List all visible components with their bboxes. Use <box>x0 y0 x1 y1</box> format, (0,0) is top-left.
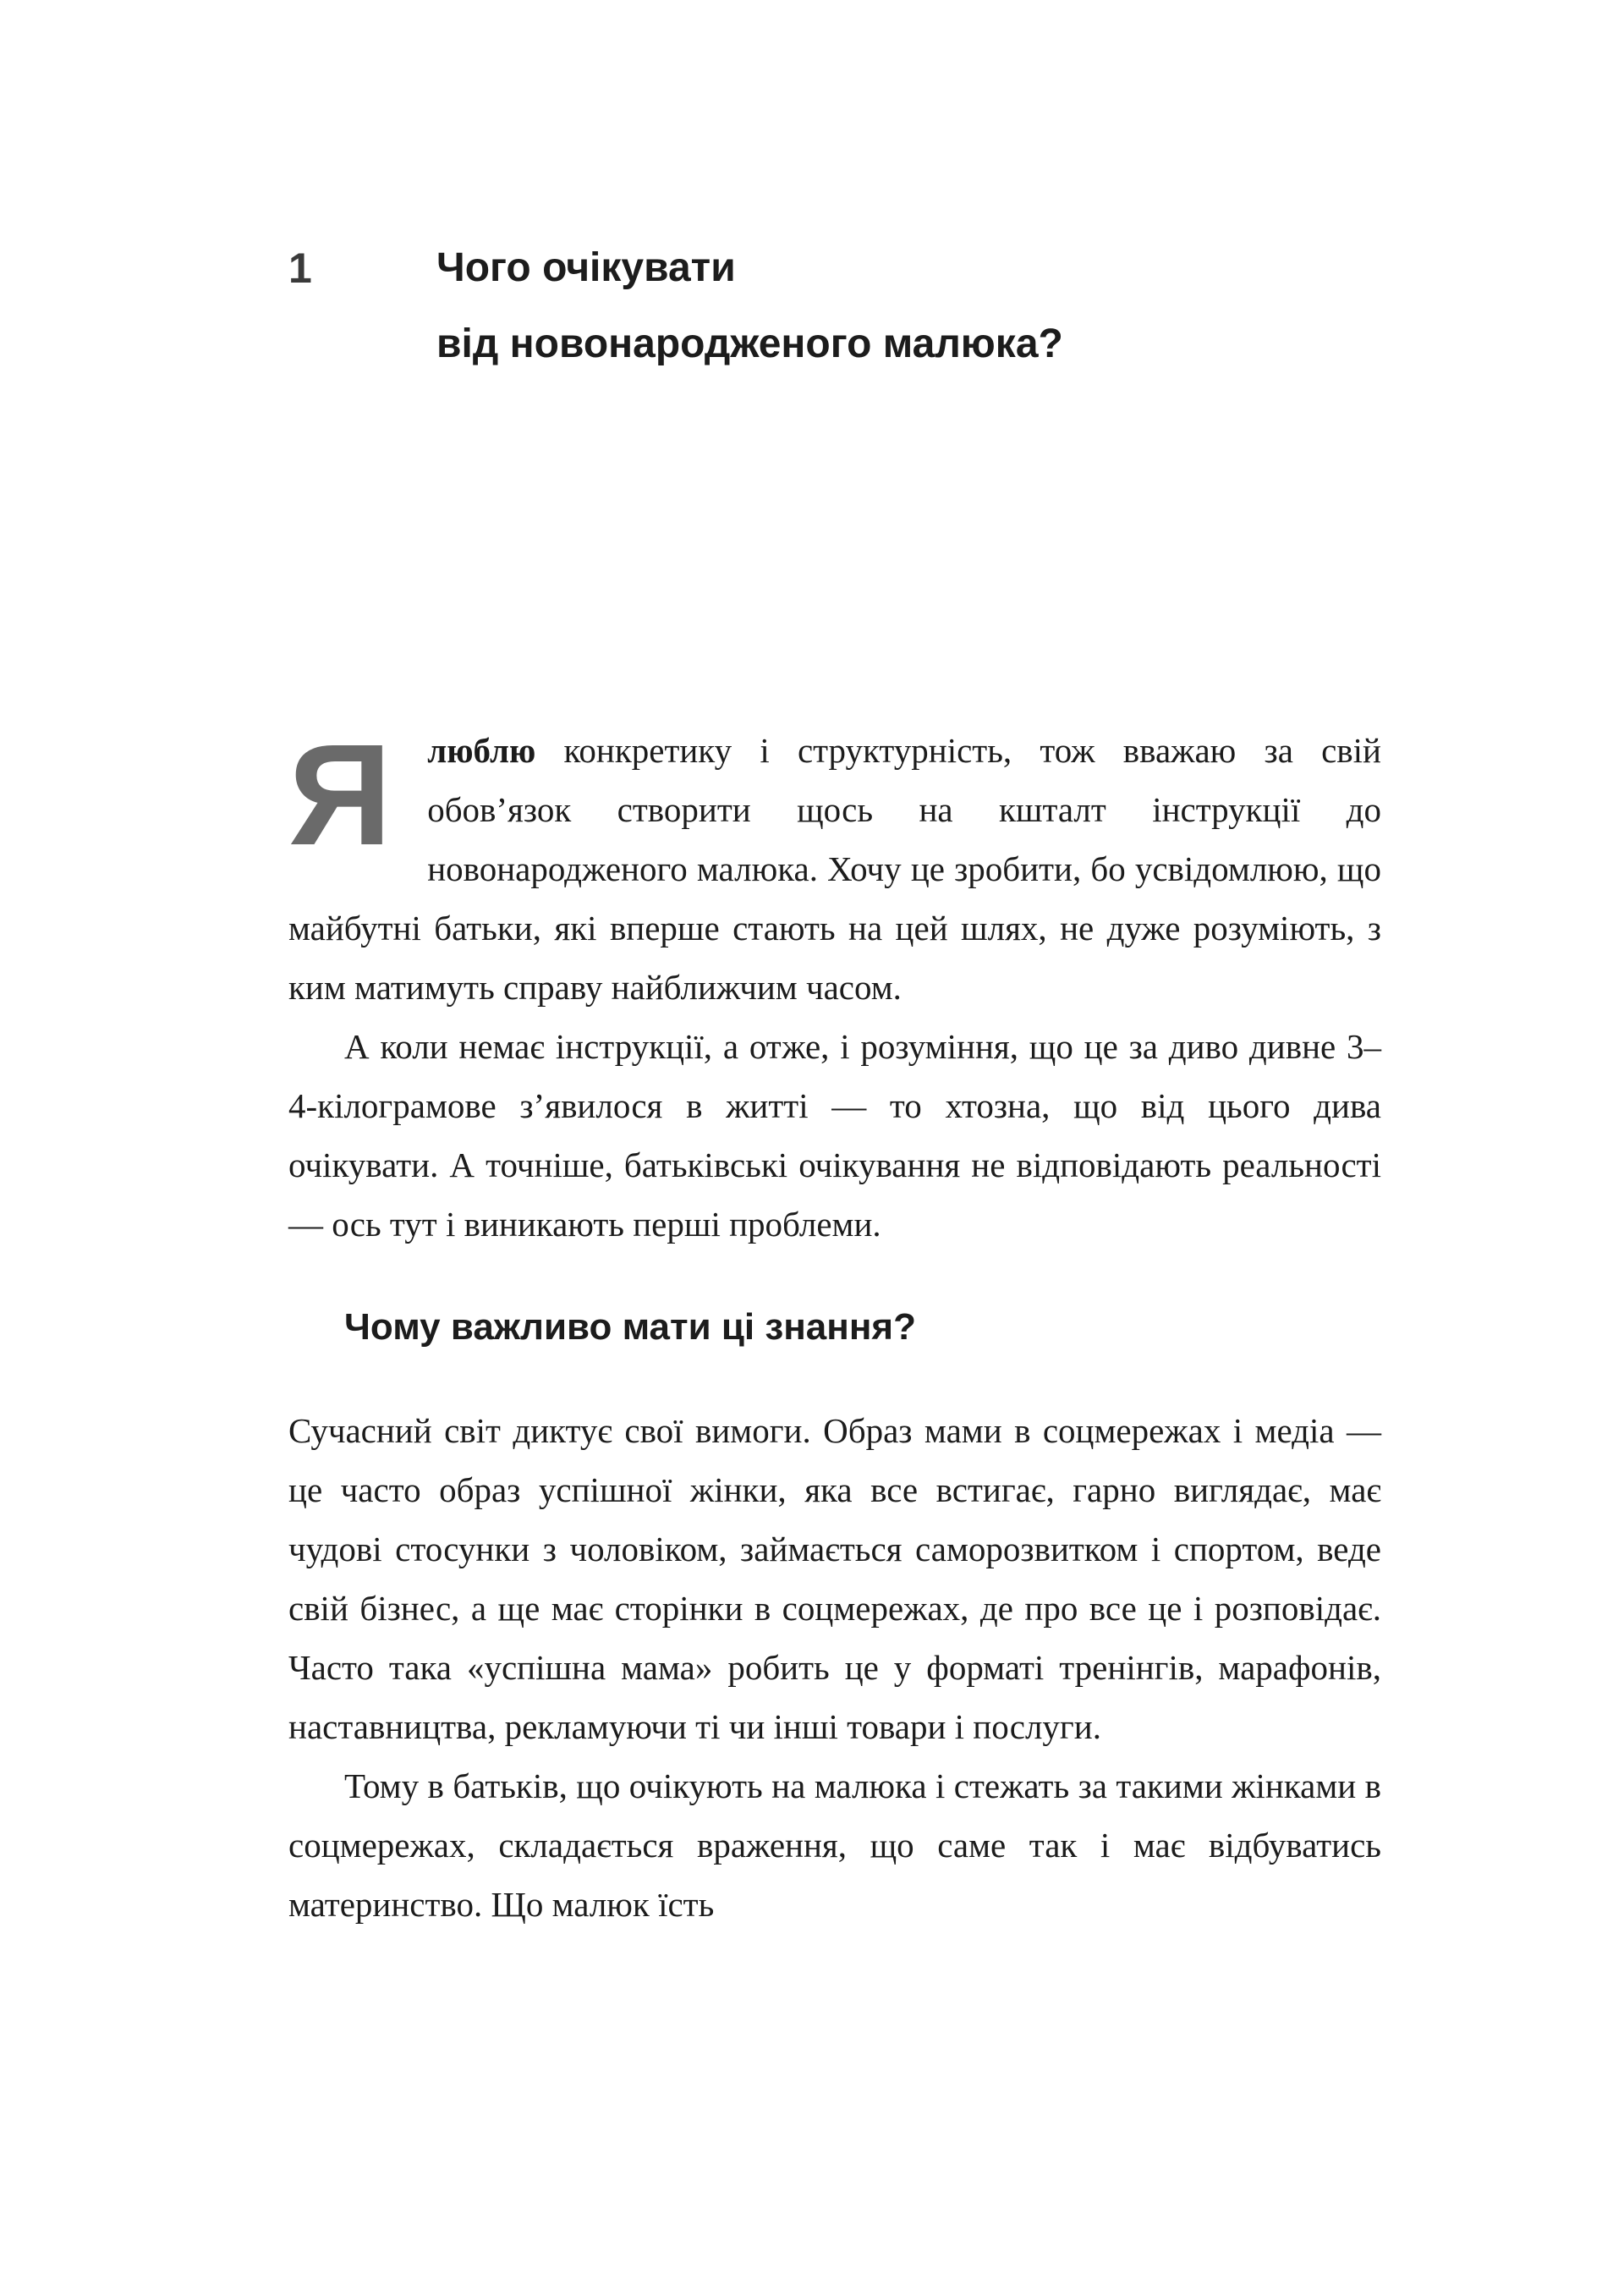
text-column <box>288 230 1381 1934</box>
chapter-number: 1 <box>288 244 312 292</box>
chapter-header <box>288 230 1381 382</box>
chapter-title-line-2: від новонародженого малюка? <box>436 321 1063 366</box>
body-text <box>288 715 1381 1934</box>
lead-word: люблю <box>427 731 536 770</box>
section-subheading: Чому важливо мати ці знання? <box>344 1306 916 1348</box>
paragraph-4: Тому в батьків, що очікують на малюка і стежать за такими жінками в соцмережах, складається враження, що саме так і має відбуватись материнство. Що малюк їсть <box>288 1766 1381 1924</box>
chapter-title-line-1: Чого очікувати <box>436 245 736 290</box>
paragraph-2: А коли немає інструкції, а отже, і розуміння, що це за диво дивне 3–4-кілограмове з’явилося в житті — то хтозна, що від цього дива очікувати. А точніше, батьківські очікування не відповідають реальності — ось тут і виникають перші проблеми. <box>288 1027 1381 1244</box>
dropcap-letter: Я <box>288 715 392 876</box>
paragraph-intro-text: конкретику і структурність, тож вважаю за свій обов’язок створити щось на кшталт інструкції до новонародженого малюка. Хочу це зробити, бо усвідомлюю, що майбутні батьки, які вперше стають на цей шлях, не дуже розуміють, з ким матимуть справу найближчим часом. <box>288 731 1381 1007</box>
paragraph-intro <box>288 715 1381 1017</box>
paragraph-3: Сучасний світ диктує свої вимоги. Образ мами в соцмережах і медіа — це часто образ успішної жінки, яка все встигає, гарно виглядає, має чудові стосунки з чоловіком, займається саморозвитком і спортом, веде свій бізнес, а ще має сторінки в соцмережах, де про все це і розповідає. Часто така «успішна мама» робить це у форматі тренінгів, марафонів, наставництва, рекламуючи ті чи інші товари і послуги. <box>288 1411 1381 1746</box>
chapter-title <box>436 230 1063 382</box>
